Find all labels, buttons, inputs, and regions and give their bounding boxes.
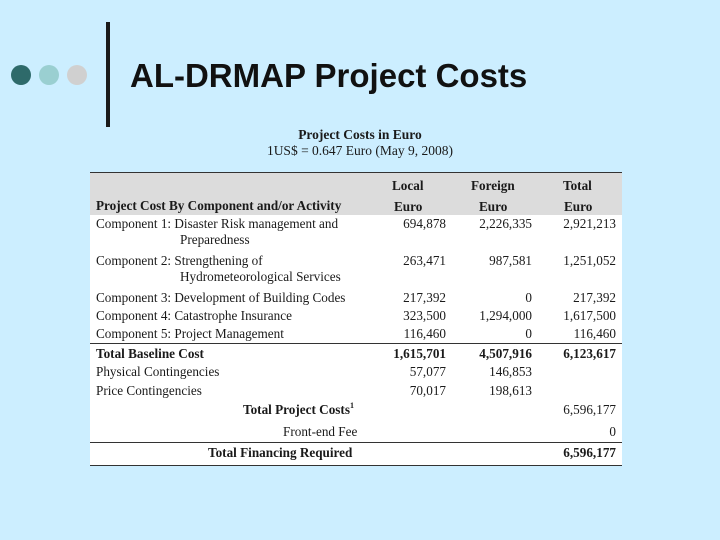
total-financing-total: 6,596,177 xyxy=(563,445,616,460)
total-project-total: 6,596,177 xyxy=(563,402,616,417)
total-value: 2,921,213 xyxy=(563,216,616,231)
component-name: Component 4: Catastrophe Insurance xyxy=(96,308,292,323)
total-value: 116,460 xyxy=(573,326,616,341)
local-value: 116,460 xyxy=(403,326,446,341)
local-value: 263,471 xyxy=(403,253,446,268)
local-value: 323,500 xyxy=(403,308,446,323)
slide-title: AL-DRMAP Project Costs xyxy=(130,57,528,94)
financing-rule xyxy=(90,442,622,443)
foreign-value: 146,853 xyxy=(489,364,532,379)
baseline-label: Total Baseline Cost xyxy=(96,346,204,361)
foreign-value: 0 xyxy=(525,290,532,305)
contingency-label: Physical Contingencies xyxy=(96,364,220,379)
total-value: 1,617,500 xyxy=(563,308,616,323)
total-value: 217,392 xyxy=(573,290,616,305)
foreign-value: 0 xyxy=(525,326,532,341)
component-name: Component 1: Disaster Risk management and xyxy=(96,216,339,231)
bullet-dot-1 xyxy=(11,65,31,85)
header-local-2: Euro xyxy=(394,199,423,214)
baseline-local: 1,615,701 xyxy=(393,346,446,361)
local-value: 57,077 xyxy=(409,364,446,379)
title-divider xyxy=(106,22,110,127)
front-end-fee-total: 0 xyxy=(609,424,616,439)
foreign-value: 1,294,000 xyxy=(479,308,532,323)
foreign-value: 198,613 xyxy=(489,383,532,398)
baseline-rule xyxy=(90,343,622,344)
header-row-label: Project Cost By Component and/or Activity xyxy=(96,198,342,213)
component-name: Component 5: Project Management xyxy=(96,326,284,341)
baseline-foreign: 4,507,916 xyxy=(479,346,532,361)
foreign-value: 2,226,335 xyxy=(479,216,532,231)
cost-table xyxy=(90,172,622,466)
total-project-label: Total Project Costs$^1$ xyxy=(243,400,354,417)
header-total-1: Total xyxy=(563,178,592,193)
footnote-marker: 1 xyxy=(349,400,354,410)
header-total-2: Euro xyxy=(564,199,593,214)
table-caption-title: Project Costs in Euro xyxy=(298,127,422,142)
local-value: 217,392 xyxy=(403,290,446,305)
foreign-value: 987,581 xyxy=(489,253,532,268)
header-foreign-2: Euro xyxy=(479,199,508,214)
bullet-dot-3 xyxy=(67,65,87,85)
bullet-dot-2 xyxy=(39,65,59,85)
table-caption-rate: 1US$ = 0.647 Euro (May 9, 2008) xyxy=(266,143,454,158)
component-name-cont: Hydrometeorological Services xyxy=(180,269,341,284)
component-name: Component 2: Strengthening of xyxy=(96,253,263,268)
header-local-1: Local xyxy=(392,178,424,193)
front-end-fee-label: Front-end Fee xyxy=(283,424,358,439)
local-value: 694,878 xyxy=(403,216,446,231)
component-name-cont: Preparedness xyxy=(180,232,250,247)
header-foreign-1: Foreign xyxy=(471,178,515,193)
local-value: 70,017 xyxy=(409,383,446,398)
contingency-label: Price Contingencies xyxy=(96,383,202,398)
component-name: Component 3: Development of Building Codes xyxy=(96,290,346,305)
total-financing-label: Total Financing Required xyxy=(208,445,353,460)
baseline-total: 6,123,617 xyxy=(563,346,616,361)
total-value: 1,251,052 xyxy=(563,253,616,268)
